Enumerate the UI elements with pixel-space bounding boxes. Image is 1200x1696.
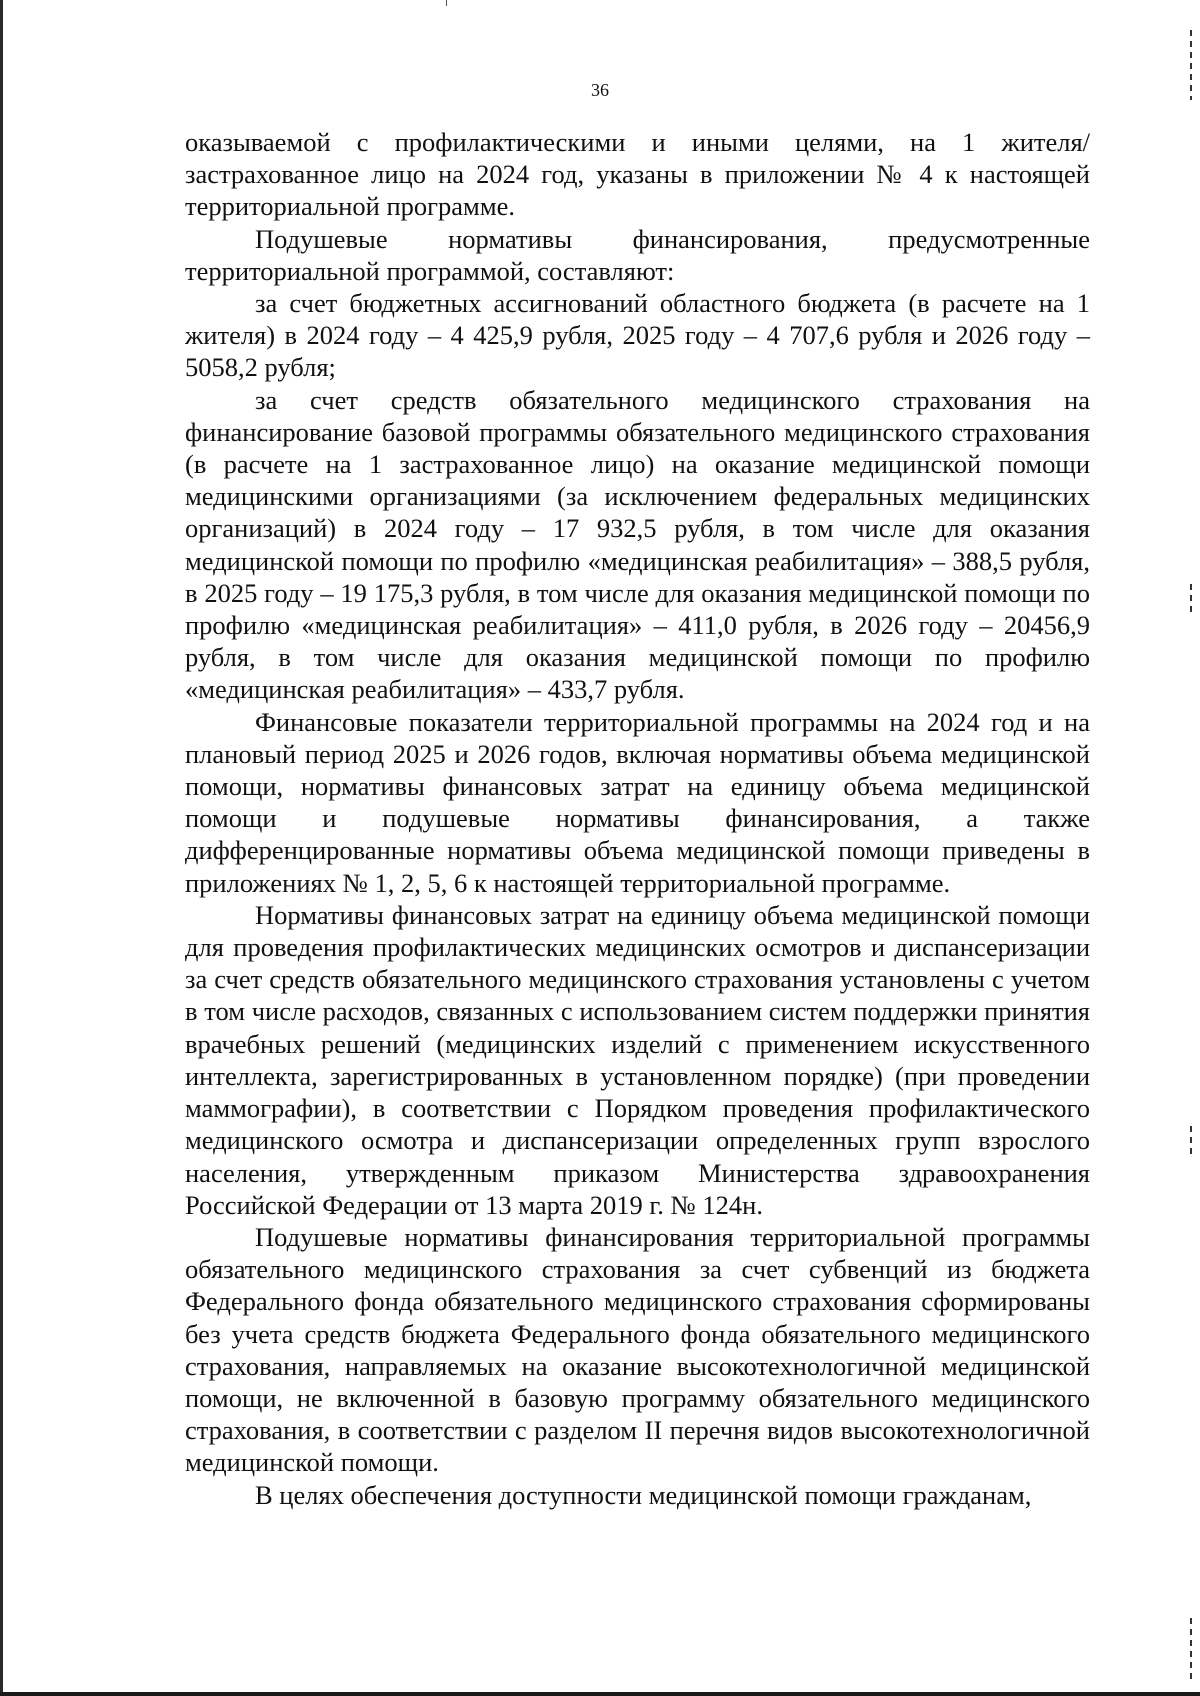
page-number: 36 [591,80,609,100]
scan-edge-left [0,0,3,1696]
scan-marks-right [1190,584,1192,612]
document-body [185,126,1090,1511]
paragraph-oms-funding: за счет средств обязательного медицинского страхования на финансирование базовой программы обязательного медицинского страхования (в расчете на 1 застрахованное лицо) на оказание медицинской помощи медицинскими организациями (за исключением федеральных медицинских организаций) в 2024 году – 17 932,5 рубля, в том числе для оказания медицинской помощи по профилю «медицинская реабилитация» – 388,5 рубля, в 2025 году – 19 175,3 рубля, в том числе для оказания медицинской помощи по профилю «медицинская реабилитация» – 411,0 рубля, в 2026 году – 20456,9 рубля, в том числе для оказания медицинской помощи по профилю «медицинская реабилитация» – 433,7 рубля. [185,384,1090,705]
paragraph-subvention-norms: Подушевые нормативы финансирования территориальной программы обязательного медицинского страхования за счет субвенций из бюджета Федерального фонда обязательного медицинского страхования сформированы без учета средств бюджета Федерального фонда обязательного медицинского страхования, направляемых на оказание высокотехнологичной медицинской помощи, не включенной в базовую программу обязательного медицинского страхования, в соответствии с разделом II перечня видов высокотехнологичной медицинской помощи. [185,1221,1090,1478]
scan-marks-right [1190,1618,1192,1682]
paragraph-per-capita-intro: Подушевые нормативы финансирования, предусмотренные территориальной программой, составляют: [185,223,1090,286]
paragraph-financial-indicators: Финансовые показатели территориальной программы на 2024 год и на плановый период 2025 и 2026 годов, включая нормативы объема медицинской помощи, нормативы финансовых затрат на единицу объема медицинской помощи и подушевые нормативы финансирования, а также дифференцированные нормативы объема медицинской помощи приведены в приложениях № 1, 2, 5, 6 к настоящей территориальной программе. [185,706,1090,898]
paragraph-accessibility: В целях обеспечения доступности медицинской помощи гражданам, [255,1479,1032,1510]
paragraph-cost-norms: Нормативы финансовых затрат на единицу объема медицинской помощи для проведения профилактических медицинских осмотров и диспансеризации за счет средств обязательного медицинского страхования установлены с учетом в том числе расходов, связанных с использованием систем поддержки принятия врачебных решений (медицинских изделий с применением искусственного интеллекта, зарегистрированных в установленном порядке) (при проведении маммографии), в соответствии с Порядком проведения профилактического медицинского осмотра и диспансеризации определенных групп взрослого населения, утвержденным приказом Министерства здравоохранения Российской Федерации от 13 марта 2019 г. № 124н. [185,899,1090,1220]
paragraph-regional-budget: за счет бюджетных ассигнований областного бюджета (в расчете на 1 жителя) в 2024 году – 4 425,9 рубля, 2025 году – 4 707,6 рубля и 2026 году – 5058,2 рубля; [185,288,1090,383]
paragraph-continuation: оказываемой с профилактическими и иными целями, на 1 жителя/застрахованное лицо на 2024 год, указаны в приложении № 4 к настоящей территориальной программе. [185,127,1090,222]
scan-marks-right [1190,1126,1192,1156]
scan-edge-bottom [0,1692,1200,1696]
scan-tick-top [446,0,447,6]
